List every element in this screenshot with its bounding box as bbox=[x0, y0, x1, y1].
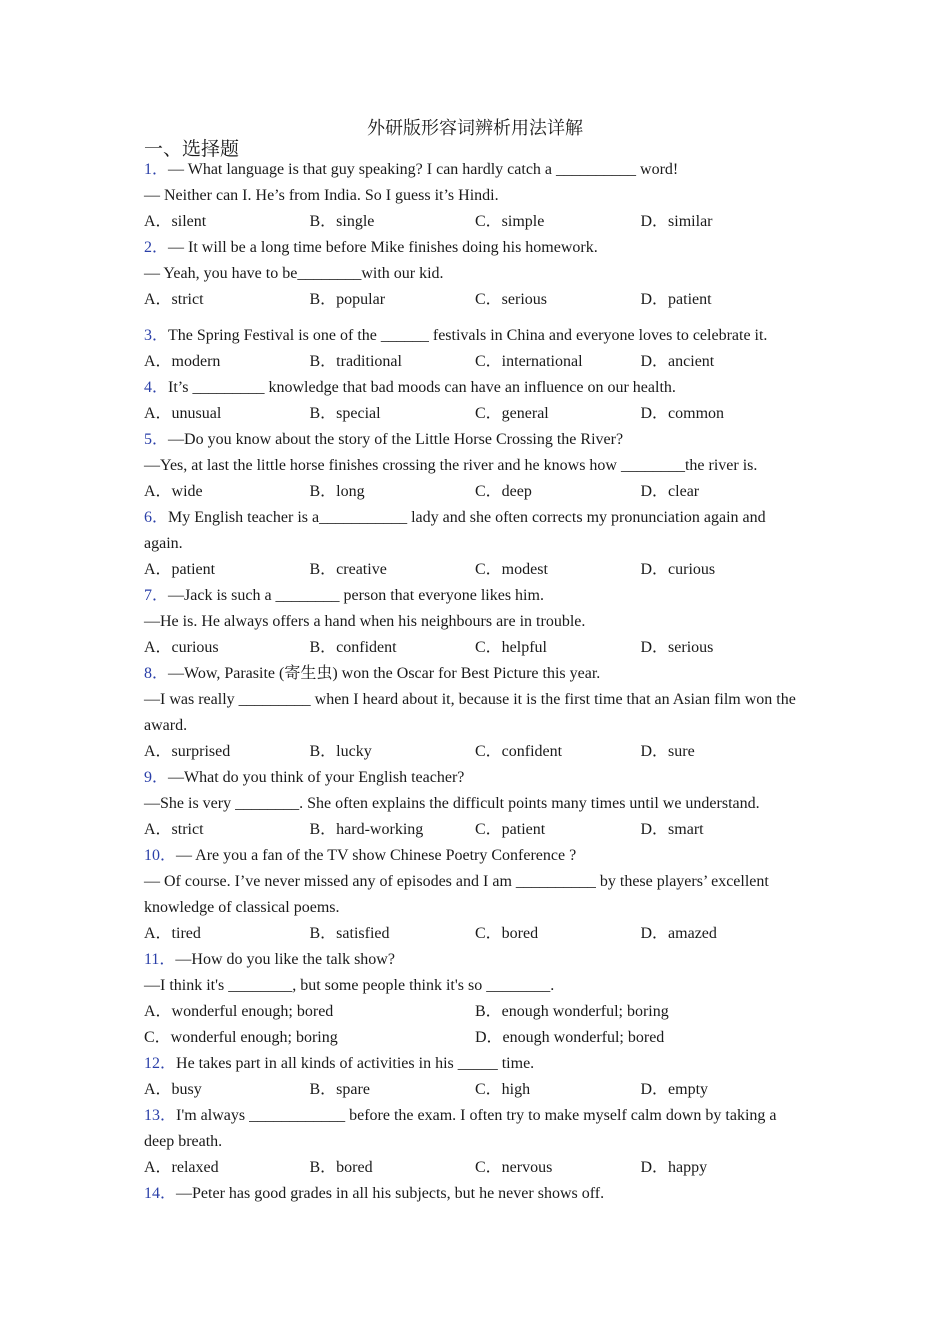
options-row bbox=[144, 921, 808, 947]
question-number: 4． bbox=[144, 379, 169, 396]
option-c[interactable]: C．nervous bbox=[475, 1159, 553, 1176]
question-line: —He is. He always offers a hand when his neighbours are in trouble. bbox=[144, 613, 586, 630]
question-2 bbox=[144, 235, 808, 313]
question-line: — Of course. I’ve never missed any of episodes and I am __________ by these players’ excellent knowledge of classical poems. bbox=[144, 873, 769, 916]
question-stem: 8．—Wow, Parasite (寄生虫) won the Oscar for Best Picture this year. bbox=[144, 665, 601, 682]
question-8 bbox=[144, 661, 808, 765]
option-a[interactable]: A．unusual bbox=[144, 405, 222, 422]
option-b[interactable]: B．popular bbox=[309, 291, 386, 308]
question-5 bbox=[144, 427, 808, 505]
option-d[interactable]: D．amazed bbox=[640, 925, 717, 942]
question-stem: 5．—Do you know about the story of the Little Horse Crossing the River? bbox=[144, 431, 624, 448]
question-stem: 13．I'm always ____________ before the exam. I often try to make myself calm down by taking a deep breath. bbox=[144, 1107, 777, 1150]
option-c[interactable]: C．serious bbox=[475, 291, 548, 308]
question-line: — Yeah, you have to be________with our kid. bbox=[144, 265, 444, 282]
question-stem: 4．It’s _________ knowledge that bad moods can have an influence on our health. bbox=[144, 379, 676, 396]
option-d[interactable]: D．smart bbox=[640, 821, 704, 838]
option-a[interactable]: A．wonderful enough; bored bbox=[144, 1003, 334, 1020]
option-c[interactable]: C．international bbox=[475, 353, 583, 370]
question-13 bbox=[144, 1103, 808, 1181]
option-b[interactable]: B．long bbox=[309, 483, 365, 500]
question-number: 9． bbox=[144, 769, 169, 786]
question-stem: 9．—What do you think of your English teacher? bbox=[144, 769, 465, 786]
options-row bbox=[144, 401, 808, 427]
question-number: 5． bbox=[144, 431, 169, 448]
question-3 bbox=[144, 323, 808, 375]
options-row bbox=[144, 479, 808, 505]
option-a[interactable]: A．surprised bbox=[144, 743, 231, 760]
option-c[interactable]: C．simple bbox=[475, 213, 545, 230]
question-number: 1． bbox=[144, 161, 169, 178]
option-a[interactable]: A．silent bbox=[144, 213, 207, 230]
question-10 bbox=[144, 843, 808, 947]
option-d[interactable]: D．empty bbox=[640, 1081, 709, 1098]
question-number: 6． bbox=[144, 509, 169, 526]
question-14 bbox=[144, 1181, 808, 1207]
question-6 bbox=[144, 505, 808, 583]
option-d[interactable]: D．serious bbox=[640, 639, 714, 656]
options-row bbox=[144, 209, 808, 235]
option-d[interactable]: D．similar bbox=[640, 213, 713, 230]
option-a[interactable]: A．modern bbox=[144, 353, 221, 370]
option-b[interactable]: B．single bbox=[309, 213, 375, 230]
question-list bbox=[144, 157, 808, 1207]
option-d[interactable]: D．ancient bbox=[640, 353, 715, 370]
option-c[interactable]: C．confident bbox=[475, 743, 563, 760]
question-stem: 6．My English teacher is a___________ lady and she often corrects my pronunciation again and again. bbox=[144, 509, 766, 552]
option-b[interactable]: B．spare bbox=[309, 1081, 370, 1098]
option-b[interactable]: B．bored bbox=[309, 1159, 373, 1176]
option-a[interactable]: A．curious bbox=[144, 639, 219, 656]
question-stem: 1．— What language is that guy speaking? I can hardly catch a __________ word! bbox=[144, 161, 679, 178]
option-d[interactable]: D．happy bbox=[640, 1159, 708, 1176]
question-number: 10． bbox=[144, 847, 177, 864]
options-row bbox=[144, 635, 808, 661]
question-12 bbox=[144, 1051, 808, 1103]
option-c[interactable]: C．helpful bbox=[475, 639, 547, 656]
option-a[interactable]: A．wide bbox=[144, 483, 203, 500]
option-c[interactable]: C．wonderful enough; boring bbox=[144, 1029, 338, 1046]
question-11 bbox=[144, 947, 808, 1051]
option-a[interactable]: A．patient bbox=[144, 561, 216, 578]
question-line: —Yes, at last the little horse finishes crossing the river and he knows how ________the river is. bbox=[144, 457, 758, 474]
question-9 bbox=[144, 765, 808, 843]
option-d[interactable]: D．enough wonderful; bored bbox=[475, 1029, 665, 1046]
question-number: 8． bbox=[144, 665, 169, 682]
option-a[interactable]: A．busy bbox=[144, 1081, 202, 1098]
question-stem: 10．— Are you a fan of the TV show Chinese Poetry Conference ? bbox=[144, 847, 577, 864]
option-c[interactable]: C．general bbox=[475, 405, 549, 422]
option-d[interactable]: D．curious bbox=[640, 561, 716, 578]
option-b[interactable]: B．lucky bbox=[309, 743, 372, 760]
option-d[interactable]: D．patient bbox=[640, 291, 712, 308]
question-number: 13． bbox=[144, 1107, 177, 1124]
option-c[interactable]: C．patient bbox=[475, 821, 546, 838]
options-row bbox=[144, 1155, 808, 1181]
question-line: —She is very ________. She often explains the difficult points many times until we understand. bbox=[144, 795, 760, 812]
options-row bbox=[144, 557, 808, 583]
question-stem: 3．The Spring Festival is one of the ______ festivals in China and everyone loves to celebrate it. bbox=[144, 327, 768, 344]
options-row bbox=[144, 349, 808, 375]
option-b[interactable]: B．hard-working bbox=[309, 821, 424, 838]
question-number: 7． bbox=[144, 587, 169, 604]
option-d[interactable]: D．common bbox=[640, 405, 725, 422]
option-c[interactable]: C．deep bbox=[475, 483, 532, 500]
question-4 bbox=[144, 375, 808, 427]
question-stem: 7．—Jack is such a ________ person that everyone likes him. bbox=[144, 587, 544, 604]
spacer bbox=[144, 313, 808, 323]
question-stem: 2．— It will be a long time before Mike finishes doing his homework. bbox=[144, 239, 598, 256]
options-row bbox=[144, 1025, 808, 1051]
option-c[interactable]: C．bored bbox=[475, 925, 539, 942]
question-7 bbox=[144, 583, 808, 661]
question-stem: 12．He takes part in all kinds of activities in his _____ time. bbox=[144, 1055, 535, 1072]
question-stem: 14．—Peter has good grades in all his subjects, but he never shows off. bbox=[144, 1185, 605, 1202]
page-title: 外研版形容词辨析用法详解 bbox=[367, 118, 583, 138]
question-number: 14． bbox=[144, 1185, 177, 1202]
question-line: — Neither can I. He’s from India. So I guess it’s Hindi. bbox=[144, 187, 499, 204]
options-row bbox=[144, 739, 808, 765]
option-c[interactable]: C．modest bbox=[475, 561, 548, 578]
option-d[interactable]: D．clear bbox=[640, 483, 700, 500]
question-1 bbox=[144, 157, 808, 235]
question-number: 3． bbox=[144, 327, 169, 344]
option-d[interactable]: D．sure bbox=[640, 743, 695, 760]
options-row bbox=[144, 817, 808, 843]
option-b[interactable]: B．creative bbox=[309, 561, 387, 578]
option-a[interactable]: A．strict bbox=[144, 821, 204, 838]
option-c[interactable]: C．high bbox=[475, 1081, 531, 1098]
option-b[interactable]: B．confident bbox=[309, 639, 397, 656]
option-b[interactable]: B．satisfied bbox=[309, 925, 390, 942]
question-number: 2． bbox=[144, 239, 169, 256]
question-line: —I was really _________ when I heard about it, because it is the first time that an Asian film won the award. bbox=[144, 691, 796, 734]
question-line: —I think it's ________, but some people think it's so ________. bbox=[144, 977, 555, 994]
question-stem: 11．—How do you like the talk show? bbox=[144, 951, 395, 968]
option-b[interactable]: B．special bbox=[309, 405, 381, 422]
option-a[interactable]: A．tired bbox=[144, 925, 201, 942]
options-row bbox=[144, 999, 808, 1025]
question-number: 12． bbox=[144, 1055, 177, 1072]
option-a[interactable]: A．strict bbox=[144, 291, 204, 308]
option-a[interactable]: A．relaxed bbox=[144, 1159, 219, 1176]
option-b[interactable]: B．enough wonderful; boring bbox=[475, 1003, 669, 1020]
option-b[interactable]: B．traditional bbox=[309, 353, 402, 370]
options-row bbox=[144, 1077, 808, 1103]
question-number: 11． bbox=[144, 951, 176, 968]
section-heading: 一、选择题 bbox=[144, 139, 240, 160]
options-row bbox=[144, 287, 808, 313]
